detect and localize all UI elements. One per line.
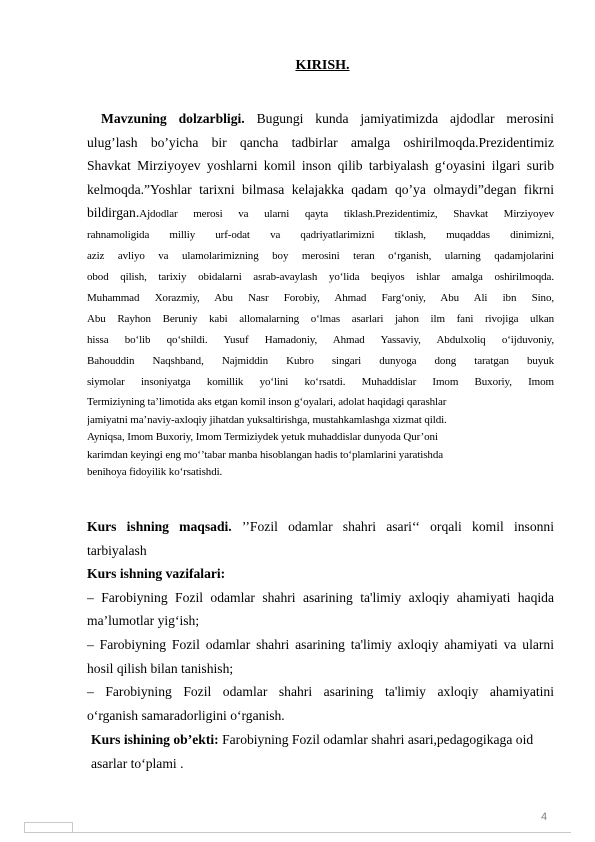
goal-text: ’’Fozil odamlar shahri asari‘‘ orqali komil insonni	[241, 519, 554, 534]
task-item: ma’lumotlar yig‘ish;	[87, 613, 200, 629]
heritage-line: Abu Rayhon Beruniy kabi allomalarning o‘lmas asarlari jahon ilm fani rivojiga ulkan	[87, 313, 554, 325]
object-line	[91, 728, 551, 752]
course-object	[91, 728, 551, 775]
intro-text: Bugungi kunda jamiyatimizda ajdodlar merosini	[256, 111, 554, 126]
page-title: KIRISH.	[295, 58, 350, 73]
intro-heading: Mavzuning dolzarbligi.	[101, 111, 245, 126]
task-item: – Farobiyning Fozil odamlar shahri asarining ta'limiy axloqiy ahamiyati haqida	[87, 589, 554, 605]
tasks-heading-text: Kurs ishning vazifalari:	[87, 566, 226, 582]
heritage-line: obod qilish, tarixiy obidalarni asrab-avaylash yo‘lida beqiyos ishlar amalga oshirilmoqda.	[87, 271, 554, 283]
course-goals	[87, 515, 554, 727]
intro-line: Shavkat Mirziyoyev yoshlarni komil inson qilib tarbiyalash g‘oyasini ilgari surib	[87, 158, 554, 174]
heritage-line: Muhammad Xorazmiy, Abu Nasr Forobiy, Ahmad Farg‘oniy, Abu Ali ibn Sino,	[87, 292, 554, 304]
intro-line: ulug’lash bo’yicha bir qancha tadbirlar amalga oshirilmoqda.Prezidentimiz	[87, 134, 554, 150]
intro-line: kelmoqda.”Yoshlar tarixni bilmasa kelajakka qadam qo’ya olmaydi”degan fikrni	[87, 181, 554, 197]
task-item: – Farobiyning Fozil odamlar shahri asarining ta'limiy axloqiy ahamiyatini	[87, 684, 554, 700]
intro-line-mixed	[87, 201, 554, 225]
goal-label: Kurs ishning maqsadi.	[87, 519, 232, 534]
heritage-tail-line: Ayniqsa, Imom Buxoriy, Imom Termiziydek yetuk muhaddislar dunyoda Qur’oni	[87, 431, 438, 444]
task-item: hosil qilish bilan tanishish;	[87, 660, 234, 676]
heritage-line: Bahouddin Naqshband, Najmiddin Kubro singari dunyoga dong taratgan buyuk	[87, 355, 554, 367]
object-text: Farobiyning Fozil odamlar shahri asari,pedagogikaga oid	[218, 732, 534, 747]
heritage-tail	[87, 394, 527, 482]
intro-text: bildirgan.	[87, 205, 140, 221]
tasks-heading	[87, 562, 554, 586]
footer-rule	[24, 832, 571, 833]
heritage-line: rahnamoligida milliy urf-odat va qadriyatlarimizni tiklash, muqaddas dinimizni,	[87, 229, 554, 241]
heritage-tail-line: jamiyatni ma’naviy-axloqiy jihatdan yuksaltirishga, mustahkamlashga xizmat qildi.	[87, 413, 447, 426]
intro-paragraph	[87, 107, 554, 225]
object-line: asarlar to‘plami .	[91, 755, 184, 771]
heritage-line: hissa bo‘lib qo‘shildi. Yusuf Hamadoniy, Ahmad Yassaviy, Abdulxoliq o‘ijduvoniy,	[87, 334, 554, 346]
heritage-tail-line: benihoya fidoyilik ko‘rsatishdi.	[87, 466, 223, 479]
goal-line	[87, 515, 554, 539]
intro-line	[87, 107, 554, 131]
heritage-tail-line: Termiziyning ta’limotida aks etgan komil inson g‘oyalari, adolat haqidagi qarashlar	[87, 396, 447, 408]
goal-line: tarbiyalash	[87, 542, 147, 558]
intro-small-text: Ajdodlar merosi va ularni qayta tiklash.Prezidentimiz, Shavkat Mirziyoyev	[139, 208, 554, 221]
page-number: 4	[541, 811, 548, 823]
heritage-paragraph	[87, 225, 554, 393]
object-label: Kurs ishining ob’ekti:	[91, 732, 219, 747]
heritage-tail-line: karimdan keyingi eng mo‘’tabar manba hisoblangan hadis to‘plamlarini yaratishda	[87, 448, 444, 461]
heritage-line: aziz avliyo va ulamolarimizning boy merosini teran o‘rganish, ularning qadamjolarini	[87, 250, 554, 262]
task-item: o‘rganish samaradorligini o‘rganish.	[87, 707, 285, 723]
heritage-line: siymolar insoniyatga komillik yo‘lini ko‘rsatdi. Muhaddislar Imom Buxoriy, Imom	[87, 376, 554, 388]
task-item: – Farobiyning Fozil odamlar shahri asarining ta'limiy axloqiy ahamiyati va ularni	[87, 636, 554, 652]
